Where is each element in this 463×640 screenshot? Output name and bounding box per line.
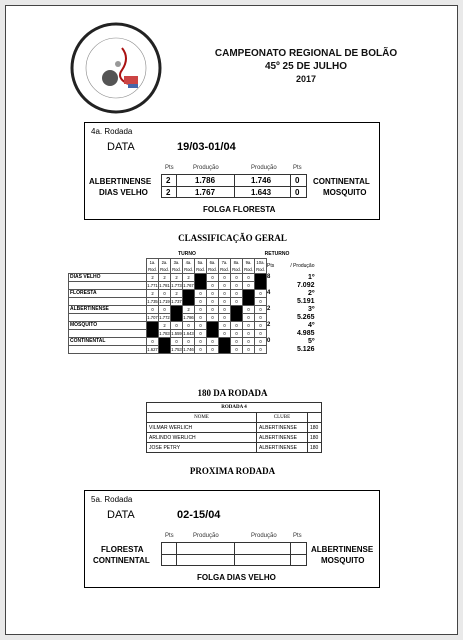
team-name-spacer (69, 330, 147, 338)
pts-cell: 2 (147, 274, 159, 282)
prod-header: / Produção (290, 262, 315, 269)
pts-spacer (267, 282, 283, 290)
pts-cell: 0 (207, 338, 219, 346)
rank: 2º (308, 290, 315, 297)
pts-cell: 0 (195, 306, 207, 314)
classificacao-title: CLASSIFICAÇÃO GERAL (178, 233, 287, 243)
total-prod: 7.092 (296, 282, 315, 289)
r180-clube: ALBERTINENSE (257, 423, 308, 433)
table-row (69, 274, 315, 282)
r180-nome: JOSE PETRY (147, 443, 257, 453)
round4-col-pts: Pts (165, 165, 174, 171)
total-pts: 8 (267, 274, 271, 280)
round4-col-producao: Produção (193, 165, 219, 171)
pts-cell: 0 (207, 274, 219, 282)
turno-label: TURNO (178, 251, 196, 257)
pts-cell: 0 (183, 322, 195, 330)
prod-cell: 1.783 (159, 331, 170, 336)
league-logo (66, 18, 166, 118)
round5-col-producao: Produção (193, 533, 219, 539)
round4-title: 4a. Rodada (91, 127, 133, 136)
prod-cell: 1.627 (147, 347, 158, 352)
prod-cell: 0 (207, 314, 219, 322)
bye-cell (231, 306, 243, 322)
table-row (69, 346, 315, 354)
round4-home-pts-2: 2 (166, 188, 171, 197)
r180-nome: VILMAR WERLICH (147, 423, 257, 433)
bye-cell (195, 274, 207, 290)
round4-away-prod-1: 1.746 (251, 176, 272, 185)
pts-cell: 0 (159, 290, 171, 298)
prod-cell: 1.643 (183, 331, 194, 336)
pts-header: Pts (267, 262, 275, 269)
pts-spacer (267, 346, 283, 354)
r180-nome: ARLINDO WERLICH (147, 433, 257, 443)
prod-cell: 0 (195, 346, 207, 354)
round-header: 9a. Rod. (244, 260, 253, 272)
pts-cell: 0 (231, 290, 243, 298)
header-line2: 45º 25 DE JULHO (264, 61, 348, 72)
team-name-spacer (69, 298, 147, 306)
pts-cell: 2 (183, 306, 195, 314)
pts-cell: 0 (243, 322, 255, 330)
total-pts: 4 (267, 290, 271, 296)
prod-cell: 0 (207, 346, 219, 354)
pts-cell: 0 (243, 274, 255, 282)
round4-score-grid (161, 174, 307, 198)
total-prod: 5.126 (296, 346, 315, 353)
prod-cell: 0 (231, 330, 243, 338)
pts-cell: 2 (159, 322, 171, 330)
round-header: 5a. Rod. (196, 260, 205, 272)
returno-label: RETURNO (264, 251, 290, 257)
rank: 5º (308, 338, 315, 345)
prod-cell: 0 (231, 282, 243, 290)
header-line3: 2017 (295, 74, 317, 84)
pts-cell: 2 (183, 274, 195, 282)
rank: 3º (308, 306, 315, 313)
prod-cell: 0 (255, 330, 267, 338)
r180-title: 180 DA RODADA (197, 388, 268, 398)
pts-cell: 0 (243, 338, 255, 346)
prod-cell: 1.737 (171, 299, 182, 304)
pts-cell: 0 (183, 338, 195, 346)
round5-box (84, 490, 380, 588)
pts-cell: 0 (147, 338, 159, 346)
prod-cell: 1.753 (171, 347, 182, 352)
table-row (147, 423, 322, 433)
prod-cell: 0 (219, 282, 231, 290)
prod-cell: 1.707 (147, 315, 158, 320)
prod-cell: 0 (255, 346, 267, 354)
round-header: 8a. Rod. (232, 260, 241, 272)
round5-col-producao-2: Produção (251, 533, 277, 539)
classificacao-header-row (69, 259, 315, 274)
round4-home-prod-1: 1.786 (195, 176, 216, 185)
round5-away-2: MOSQUITO (321, 556, 365, 565)
round4-date: 19/03-01/04 (177, 141, 236, 153)
pts-cell: 0 (207, 290, 219, 298)
prod-cell: 1.746 (183, 347, 194, 352)
round4-home-prod-2: 1.767 (195, 188, 216, 197)
prod-cell: 0 (243, 314, 255, 322)
pts-cell: 2 (159, 274, 171, 282)
r180-table (146, 402, 322, 453)
pts-cell: 0 (231, 322, 243, 330)
total-pts: 2 (267, 306, 271, 312)
pts-cell: 0 (255, 290, 267, 298)
team-name: DIAS VELHO (69, 274, 147, 282)
pts-cell: 0 (231, 338, 243, 346)
pts-cell: 0 (195, 290, 207, 298)
pts-cell: 2 (171, 290, 183, 298)
r180-val: 180 (308, 423, 322, 433)
prod-cell: 1.771 (147, 283, 158, 288)
prod-cell: 1.772 (159, 315, 170, 320)
round4-away-1: CONTINENTAL (313, 177, 370, 186)
round4-away-pts-2: 0 (295, 188, 300, 197)
team-name: ALBERTINENSE (69, 306, 147, 314)
bye-cell (207, 322, 219, 338)
table-row (147, 433, 322, 443)
r180-clube: ALBERTINENSE (257, 443, 308, 453)
r180-clube: ALBERTINENSE (257, 433, 308, 443)
table-row (69, 282, 315, 290)
prod-cell: 0 (231, 298, 243, 306)
round5-col-pts: Pts (165, 533, 174, 539)
pts-spacer (267, 330, 283, 338)
prod-cell: 0 (219, 298, 231, 306)
pts-cell: 0 (255, 338, 267, 346)
round5-col-pts-2: Pts (293, 533, 302, 539)
table-row (69, 306, 315, 314)
bye-cell (183, 290, 195, 306)
r180-col-nome: NOME (147, 413, 257, 423)
prod-cell: 0 (195, 330, 207, 338)
round5-data-label: DATA (107, 509, 135, 521)
round-header: 6a. Rod. (208, 260, 217, 272)
round5-folga: FOLGA DIAS VELHO (197, 573, 276, 582)
table-row (69, 290, 315, 298)
round4-col-pts-2: Pts (293, 165, 302, 171)
prod-cell: 1.773 (171, 283, 182, 288)
bye-cell (147, 322, 159, 338)
prod-cell: 0 (243, 330, 255, 338)
prod-cell: 0 (243, 346, 255, 354)
table-row (69, 314, 315, 322)
prod-cell: 0 (219, 330, 231, 338)
classificacao-table (68, 258, 315, 354)
prod-cell: 0 (219, 314, 231, 322)
round5-date: 02-15/04 (177, 509, 221, 521)
prod-cell: 1.786 (183, 315, 194, 320)
round5-home-2: CONTINENTAL (93, 556, 150, 565)
round4-home-pts-1: 2 (166, 176, 171, 185)
round-header: 2a. Rod. (160, 260, 169, 272)
r180-col-blank (308, 413, 322, 423)
bye-cell (159, 338, 171, 354)
r180-table-title: RODADA 4 (147, 403, 322, 413)
team-name: CONTINENTAL (69, 338, 147, 346)
round-header: 10a. Rod. (256, 260, 265, 272)
total-pts: 2 (267, 322, 271, 328)
round4-home-1: ALBERTINENSE (89, 177, 152, 186)
total-prod: 4.985 (296, 330, 315, 337)
total-pts: 0 (267, 338, 271, 344)
round4-home-2: DIAS VELHO (99, 188, 148, 197)
bye-cell (171, 306, 183, 322)
proxima-title: PROXIMA RODADA (189, 466, 276, 476)
round4-away-prod-2: 1.643 (251, 188, 272, 197)
r180-val: 180 (308, 443, 322, 453)
prod-cell: 1.781 (159, 283, 170, 288)
total-prod: 5.265 (296, 314, 315, 321)
pts-spacer (267, 314, 283, 322)
table-row (69, 322, 315, 330)
pts-cell: 0 (231, 274, 243, 282)
team-name: FLORESTA (69, 290, 147, 298)
prod-cell: 1.735 (147, 299, 158, 304)
prod-cell: 0 (255, 298, 267, 306)
pts-cell: 0 (255, 306, 267, 314)
bye-cell (243, 290, 255, 306)
prod-cell: 0 (231, 346, 243, 354)
team-name-spacer (69, 282, 147, 290)
round4-folga: FOLGA FLORESTA (203, 205, 276, 214)
prod-cell: 0 (207, 298, 219, 306)
total-prod: 5.191 (296, 298, 315, 305)
rank: 4º (308, 322, 315, 329)
pts-cell: 0 (147, 306, 159, 314)
rank: 1º (308, 274, 315, 281)
round5-title: 5a. Rodada (91, 495, 133, 504)
pts-cell: 2 (147, 290, 159, 298)
prod-cell: 0 (255, 314, 267, 322)
header-line1: CAMPEONATO REGIONAL DE BOLÃO (214, 48, 398, 59)
pts-spacer (267, 298, 283, 306)
bye-cell (219, 338, 231, 354)
pts-cell: 0 (171, 322, 183, 330)
pts-cell: 0 (171, 338, 183, 346)
document-page (5, 5, 458, 635)
team-name-spacer (69, 314, 147, 322)
round4-data-label: DATA (107, 141, 135, 153)
header-blank (69, 259, 147, 274)
round-header: 4a. Rod. (184, 260, 193, 272)
round4-col-producao-2: Produção (251, 165, 277, 171)
pts-cell: 0 (195, 322, 207, 330)
prod-cell: 0 (243, 282, 255, 290)
table-row (147, 443, 322, 453)
pts-cell: 0 (219, 306, 231, 314)
prod-cell: 1.719 (159, 299, 170, 304)
bye-cell (255, 274, 267, 290)
pts-cell: 0 (219, 322, 231, 330)
table-row (69, 330, 315, 338)
pts-cell: 0 (219, 290, 231, 298)
round-header: 3a. Rod. (172, 260, 181, 272)
prod-cell: 1.559 (171, 331, 182, 336)
pts-cell: 2 (171, 274, 183, 282)
round4-box (84, 122, 380, 220)
round4-away-pts-1: 0 (295, 176, 300, 185)
team-name: MOSQUITO (69, 322, 147, 330)
pts-cell: 0 (219, 274, 231, 282)
prod-cell: 1.767 (183, 283, 194, 288)
pts-cell: 0 (159, 306, 171, 314)
pts-cell: 0 (195, 338, 207, 346)
round5-score-grid (161, 542, 307, 566)
prod-cell: 0 (207, 282, 219, 290)
team-name-spacer (69, 346, 147, 354)
round4-away-2: MOSQUITO (323, 188, 367, 197)
prod-cell: 0 (195, 298, 207, 306)
pts-cell: 0 (207, 306, 219, 314)
round-header: 7a. Rod. (220, 260, 229, 272)
round-header: 1a. Rod. (148, 260, 157, 272)
r180-val: 180 (308, 433, 322, 443)
prod-cell: 0 (195, 314, 207, 322)
pts-cell: 0 (255, 322, 267, 330)
pts-cell: 0 (243, 306, 255, 314)
table-row (69, 338, 315, 346)
round5-home-1: FLORESTA (101, 545, 144, 554)
round5-away-1: ALBERTINENSE (311, 545, 374, 554)
r180-col-clube: CLUBE (257, 413, 308, 423)
